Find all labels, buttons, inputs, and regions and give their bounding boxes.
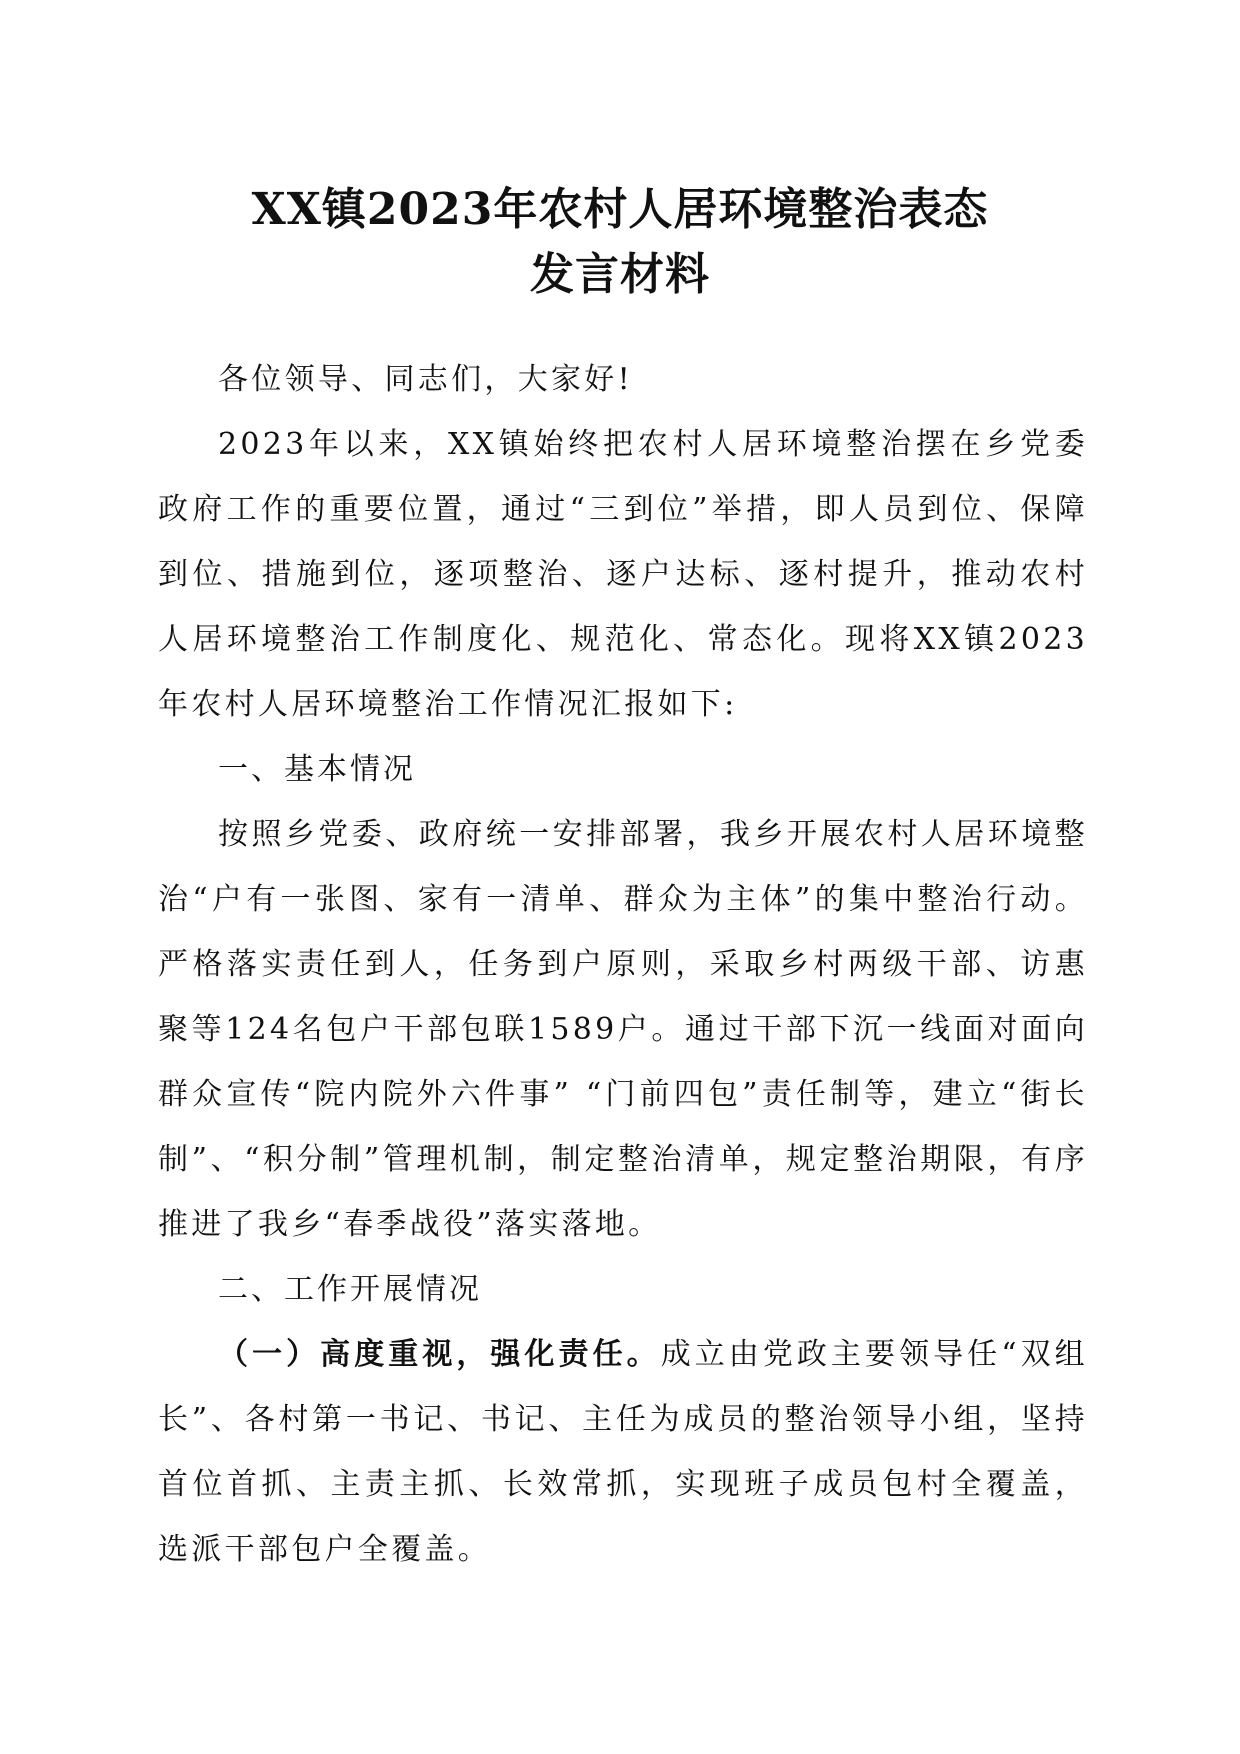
subsection1-lead: （一）高度重视，强化责任。: [218, 1337, 661, 1372]
document-title-line1: XX镇2023年农村人居环境整治表态: [251, 184, 989, 235]
intro-paragraph: 2023年以来，XX镇始终把农村人居环境整治摆在乡党委政府工作的重要位置，通过“三到位”举措，即人员到位、保障到位、措施到位，逐项整治、逐户达标、逐村提升，推动农村人居环境整治工作制度化、规范化、常态化。现将XX镇2023年农村人居环境整治工作情况汇报如下:: [158, 427, 1088, 722]
section2-heading: 二、工作开展情况: [218, 1272, 482, 1307]
greeting-paragraph: 各位领导、同志们，大家好!: [218, 362, 633, 397]
subsection1-paragraph: [158, 1322, 1088, 1582]
subsection1-text: 成立由党政主要领导任“双组长”、各村第一书记、书记、主任为成员的整治领导小组，坚持首位首抓、主责主抓、长效常抓，实现班子成员包村全覆盖，选派干部包户全覆盖。: [158, 1337, 1088, 1567]
document-title-line2: 发言材料: [530, 249, 710, 300]
section1-heading: 一、基本情况: [218, 752, 416, 787]
section1-paragraph: 按照乡党委、政府统一安排部署，我乡开展农村人居环境整治“户有一张图、家有一清单、群众为主体”的集中整治行动。严格落实责任到人，任务到户原则，采取乡村两级干部、访惠聚等124名包户干部包联1589户。通过干部下沉一线面对面向群众宣传“院内院外六件事” “门前四包”责任制等，建立“街长制”、“积分制”管理机制，制定整治清单，规定整治期限，有序推进了我乡“春季战役”落实落地。: [158, 817, 1088, 1242]
document-body: [158, 347, 1088, 1582]
